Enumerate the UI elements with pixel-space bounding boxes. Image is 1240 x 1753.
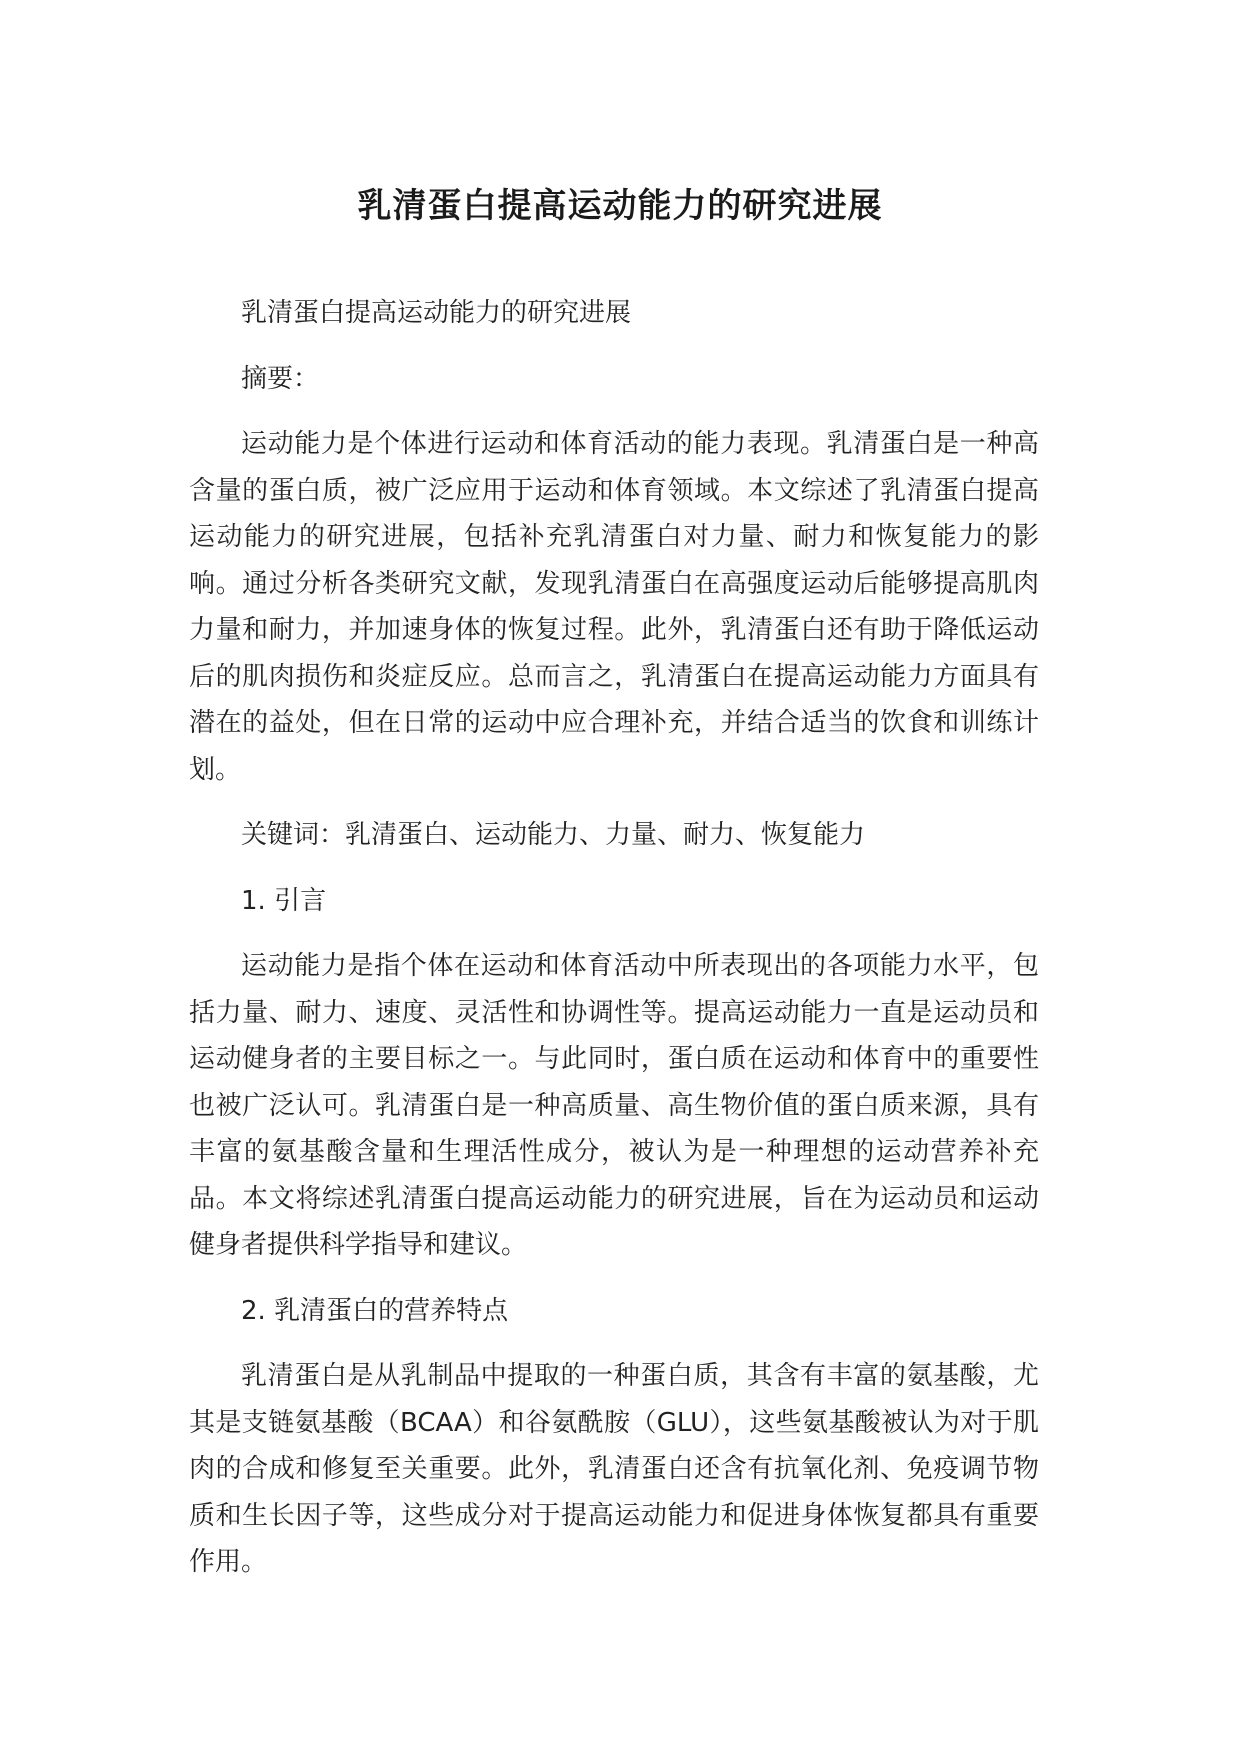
abstract-label: 摘要： xyxy=(241,363,320,394)
abstract-paragraph: 运动能力是个体进行运动和体育活动的能力表现。乳清蛋白是一种高含量的蛋白质，被广泛应用于运动和体育领域。本文综述了乳清蛋白提高运动能力的研究进展，包括补充乳清蛋白对力量、耐力和恢复能力的影响。通过分析各类研究文献，发现乳清蛋白在高强度运动后能够提高肌肉力量和耐力，并加速身体的恢复过程。此外，乳清蛋白还有助于降低运动后的肌肉损伤和炎症反应。总而言之，乳清蛋白在提高运动能力方面具有潜在的益处，但在日常的运动中应合理补充，并结合适当的饮食和训练计划。 xyxy=(189,429,1039,785)
document-body xyxy=(189,290,1039,1605)
document-subtitle: 乳清蛋白提高运动能力的研究进展 xyxy=(241,298,632,328)
section-2-paragraph: 乳清蛋白是从乳制品中提取的一种蛋白质，其含有丰富的氨基酸，尤其是支链氨基酸（BCAA）和谷氨酰胺（GLU），这些氨基酸被认为对于肌肉的合成和修复至关重要。此外，乳清蛋白还含有抗氧化剂、免疫调节物质和生长因子等，这些成分对于提高运动能力和促进身体恢复都具有重要作用。 xyxy=(189,1361,1039,1577)
document-title: 乳清蛋白提高运动能力的研究进展 xyxy=(357,186,883,226)
section-2-heading: 2. 乳清蛋白的营养特点 xyxy=(241,1295,509,1326)
section-1-heading: 1. 引言 xyxy=(241,885,327,916)
section-1-paragraph: 运动能力是指个体在运动和体育活动中所表现出的各项能力水平，包括力量、耐力、速度、灵活性和协调性等。提高运动能力一直是运动员和运动健身者的主要目标之一。与此同时，蛋白质在运动和体育中的重要性也被广泛认可。乳清蛋白是一种高质量、高生物价值的蛋白质来源，具有丰富的氨基酸含量和生理活性成分，被认为是一种理想的运动营养补充品。本文将综述乳清蛋白提高运动能力的研究进展，旨在为运动员和运动健身者提供科学指导和建议。 xyxy=(189,951,1039,1260)
keywords-line: 关键词：乳清蛋白、运动能力、力量、耐力、恢复能力 xyxy=(241,820,866,850)
